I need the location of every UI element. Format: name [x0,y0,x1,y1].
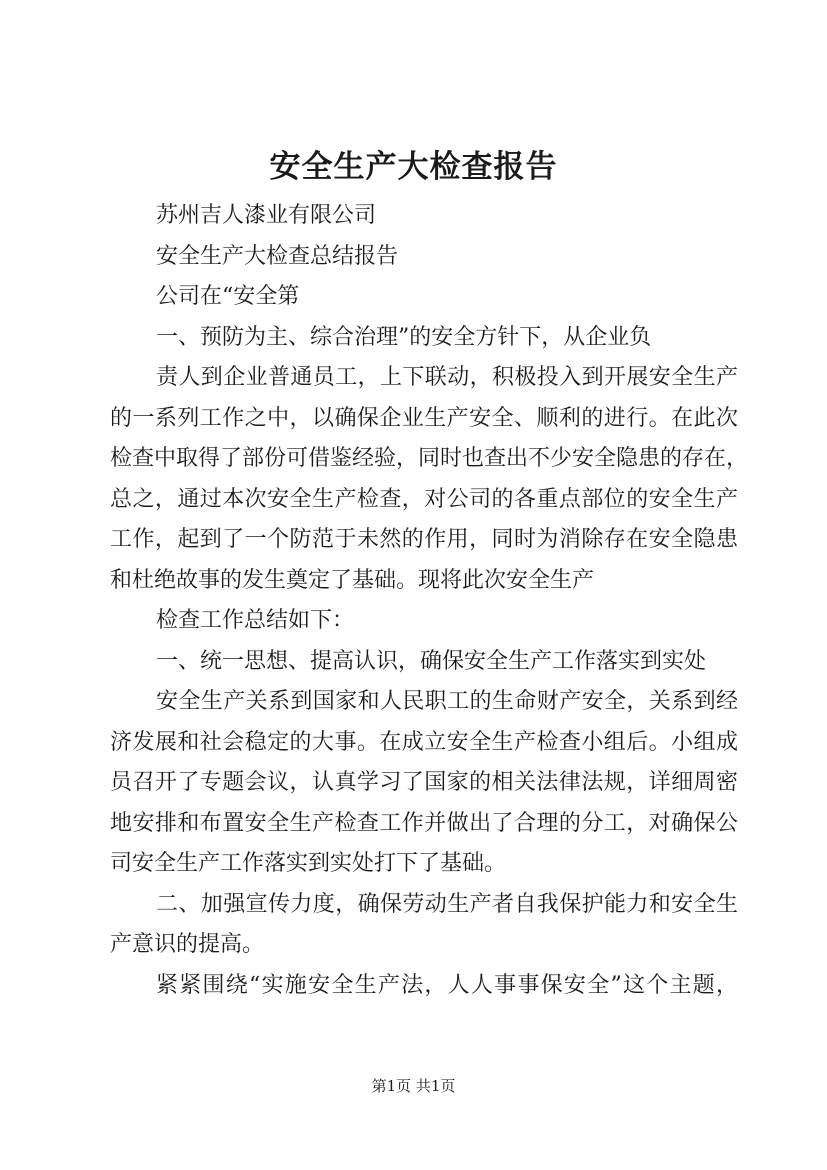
body-line: 检查工作总结如下： [156,608,355,633]
document-title: 安全生产大检查报告 [269,149,558,185]
body-line: 责人到企业普通员工，上下联动，积极投入到开展安全生产 [156,365,738,390]
document-body [110,196,749,1006]
body-line: 公司在“安全第 [156,284,300,309]
body-line: 员召开了专题会议，认真学习了国家的相关法律法规，详细周密 [110,770,738,795]
body-line: 的一系列工作之中，以确保企业生产安全、顺利的进行。在此次 [110,405,738,431]
body-line-company: 苏州吉人漆业有限公司 [156,203,377,228]
body-line: 安全生产关系到国家和人民职工的生命财产安全，关系到经 [156,689,738,714]
body-line: 产意识的提高。 [110,932,265,957]
body-line: 司安全生产工作落实到实处打下了基础。 [110,851,507,876]
body-line: 紧紧围绕“实施安全生产法，人人事事保安全”这个主题， [156,972,738,998]
body-line: 济发展和社会稳定的大事。在成立安全生产检查小组后。小组成 [110,729,738,755]
body-line: 检查中取得了部份可借鉴经验，同时也查出不少安全隐患的存在， [110,446,749,471]
body-line: 地安排和布置安全生产检查工作并做出了合理的分工，对确保公 [110,810,738,836]
section-heading-1: 一、统一思想、提高认识，确保安全生产工作落实到实处 [156,648,707,674]
section-heading-2: 二、加强宣传力度，确保劳动生产者自我保护能力和安全生 [156,891,738,917]
body-line: 一、预防为主、综合治理”的安全方针下，从企业负 [156,324,652,350]
page-footer: 第1页 共1页 [371,1077,456,1095]
body-line-report-name: 安全生产大检查总结报告 [156,243,399,269]
body-line: 和杜绝故事的发生奠定了基础。现将此次安全生产 [110,567,595,593]
body-line: 总之，通过本次安全生产检查，对公司的各重点部位的安全生产 [110,486,738,512]
body-line: 工作，起到了一个防范于未然的作用，同时为消除存在安全隐患 [110,527,738,552]
